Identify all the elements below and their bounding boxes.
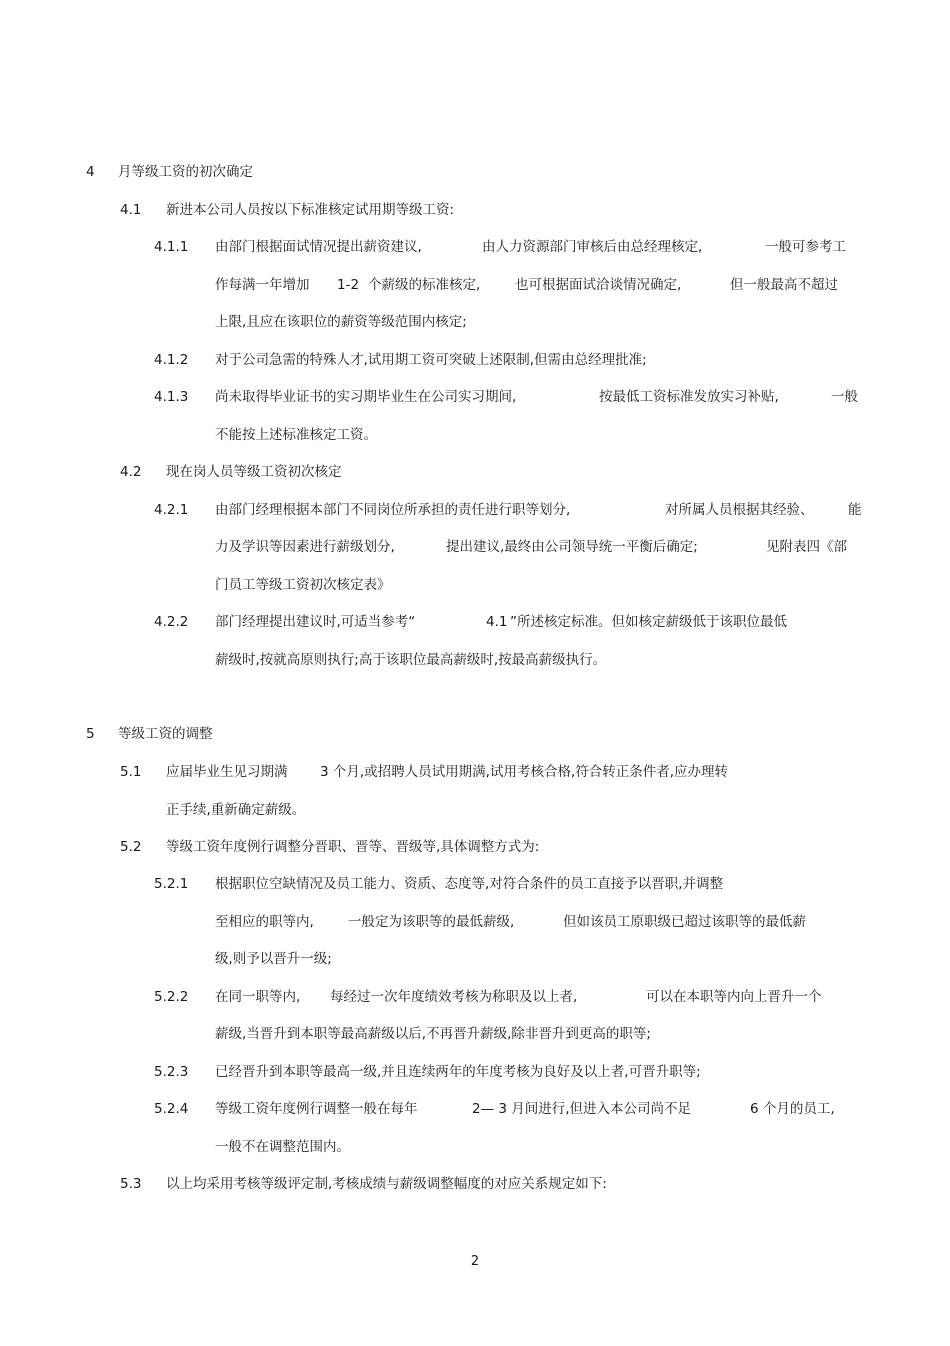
item-4-1-3-number: 4.1.3 [154, 389, 189, 405]
item-4-2-1-line1-b: 对所属人员根据其经验、 [665, 502, 814, 518]
section-5-title: 等级工资的调整 [118, 726, 213, 742]
section-5-3-text: 以上均采用考核等级评定制,考核成绩与薪级调整幅度的对应关系规定如下: [166, 1176, 607, 1192]
item-4-1-1-line3: 上限,且应在该职位的薪资等级范围内核定; [215, 314, 467, 330]
item-5-2-2-line2: 薪级,当晋升到本职等最高薪级以后,不再晋升薪级,除非晋升到更高的职等; [215, 1026, 651, 1042]
item-4-2-2-line1-c: ”所述核定标准。但如核定薪级低于该职位最低 [510, 614, 787, 630]
item-4-1-1-line2-b: 1-2 [337, 277, 360, 293]
item-5-2-1-number: 5.2.1 [154, 876, 189, 892]
item-4-1-1-number: 4.1.1 [154, 239, 189, 255]
section-4-title: 月等级工资的初次确定 [118, 164, 253, 180]
section-5-1-line1-a: 应届毕业生见习期满 [166, 764, 288, 780]
item-5-2-2-line1-a: 在同一职等内, [215, 989, 301, 1005]
item-5-2-1-line2-b: 一般定为该职等的最低薪级, [348, 914, 515, 930]
item-4-1-1-line2-a: 作每满一年增加 [215, 277, 310, 293]
item-5-2-4-line1-c: 6 个月的员工, [750, 1101, 835, 1117]
item-4-1-3-line1-b: 按最低工资标准发放实习补贴, [599, 389, 779, 405]
item-5-2-1-line1: 根据职位空缺情况及员工能力、资质、态度等,对符合条件的员工直接予以晋职,并调整 [215, 876, 724, 892]
item-5-2-2-line1-c: 可以在本职等内向上晋升一个 [646, 989, 822, 1005]
section-4-1-text: 新进本公司人员按以下标准核定试用期等级工资: [166, 202, 455, 218]
item-5-2-4-line1-a: 等级工资年度例行调整一般在每年 [215, 1101, 418, 1117]
item-4-2-1-line2-c: 见附表四《部 [766, 539, 847, 555]
section-4-number: 4 [86, 164, 95, 180]
item-4-1-1-line2-e: 但一般最高不超过 [730, 277, 838, 293]
section-4-2-text: 现在岗人员等级工资初次核定 [166, 464, 342, 480]
item-4-2-1-line1-c: 能 [848, 502, 862, 518]
item-4-2-2-line1-a: 部门经理提出建议时,可适当参考“ [215, 614, 416, 630]
item-4-1-1-line1-a: 由部门根据面试情况提出薪资建议, [215, 239, 422, 255]
item-5-2-2-number: 5.2.2 [154, 989, 189, 1005]
section-5-1-line2: 正手续,重新确定薪级。 [166, 802, 306, 818]
item-5-2-3-line1: 已经晋升到本职等最高一级,并且连续两年的年度考核为良好及以上者,可晋升职等; [215, 1064, 701, 1080]
item-5-2-1-line2-c: 但如该员工原职级已超过该职等的最低薪 [563, 914, 806, 930]
item-4-1-1-line1-c: 一般可参考工 [765, 239, 846, 255]
item-4-1-3-line2: 不能按上述标准核定工资。 [215, 427, 377, 443]
section-4-2-number: 4.2 [120, 464, 142, 480]
section-5-2-text: 等级工资年度例行调整分晋职、晋等、晋级等,具体调整方式为: [166, 839, 540, 855]
item-5-2-4-line1-b: 2— 3 月间进行,但进入本公司尚不足 [472, 1101, 692, 1117]
item-5-2-3-number: 5.2.3 [154, 1064, 189, 1080]
item-4-2-1-line2-a: 力及学识等因素进行薪级划分, [215, 539, 395, 555]
section-5-2-number: 5.2 [120, 839, 142, 855]
item-5-2-4-line2: 一般不在调整范围内。 [215, 1139, 350, 1155]
section-5-number: 5 [86, 726, 95, 742]
section-5-1-line1-b: 3 个月,或招聘人员试用期满,试用考核合格,符合转正条件者,应办理转 [320, 764, 729, 780]
section-4-1-number: 4.1 [120, 202, 142, 218]
item-4-1-1-line1-b: 由人力资源部门审核后由总经理核定, [482, 239, 703, 255]
item-4-2-1-line2-b: 提出建议,最终由公司领导统一平衡后确定; [446, 539, 698, 555]
item-4-1-3-line1-c: 一般 [831, 389, 858, 405]
item-4-1-2-number: 4.1.2 [154, 352, 189, 368]
item-5-2-4-number: 5.2.4 [154, 1101, 189, 1117]
section-5-1-number: 5.1 [120, 764, 142, 780]
section-5-3-number: 5.3 [120, 1176, 142, 1192]
page-number: 2 [470, 1254, 480, 1269]
item-4-2-2-line2: 薪级时,按就高原则执行;高于该职位最高薪级时,按最高薪级执行。 [215, 652, 607, 668]
item-5-2-2-line1-b: 每经过一次年度绩效考核为称职及以上者, [330, 989, 578, 1005]
item-5-2-1-line2-a: 至相应的职等内, [215, 914, 314, 930]
item-4-2-1-number: 4.2.1 [154, 502, 189, 518]
item-5-2-1-line3: 级,则予以晋升一级; [215, 951, 332, 967]
item-4-1-1-line2-c: 个薪级的标准核定, [368, 277, 481, 293]
item-4-2-2-line1-b: 4.1 [486, 614, 508, 630]
item-4-2-1-line1-a: 由部门经理根据本部门不同岗位所承担的责任进行职等划分, [215, 502, 571, 518]
item-4-2-1-line3: 门员工等级工资初次核定表》 [215, 577, 391, 593]
item-4-1-3-line1-a: 尚未取得毕业证书的实习期毕业生在公司实习期间, [215, 389, 517, 405]
item-4-1-2-line1: 对于公司急需的特殊人才,试用期工资可突破上述限制,但需由总经理批准; [215, 352, 647, 368]
item-4-1-1-line2-d: 也可根据面试洽谈情况确定, [515, 277, 682, 293]
item-4-2-2-number: 4.2.2 [154, 614, 189, 630]
